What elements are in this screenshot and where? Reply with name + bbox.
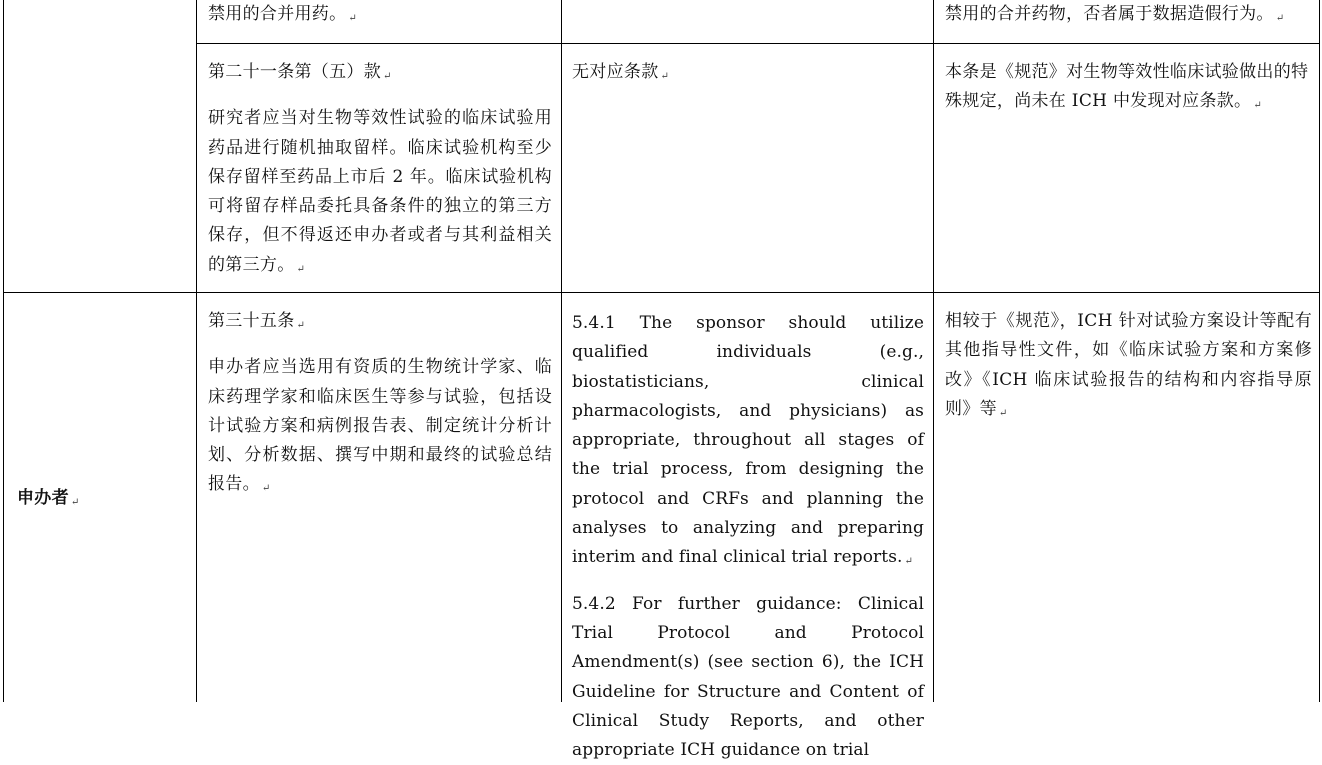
row3-category-cell bbox=[17, 484, 187, 517]
paragraph-mark-icon: ↵ bbox=[998, 407, 1008, 419]
row1-comment-cell bbox=[945, 0, 1320, 33]
table-divider-col1 bbox=[196, 0, 197, 702]
row3-ich-text-2: 5.4.2 For further guidance: Clinical Trial Protocol and Protocol Amendment(s) (see section 6), the ICH Guideline for Structure and Content of Clinical Study Reports, and other appropriate ICH guidance on trial bbox=[572, 593, 924, 761]
row3-comment-text: 相较于《规范》，ICH 针对试验方案设计等配有其他指导性文件，如《临床试验方案和方案修改》《ICH 临床试验报告的结构和内容指导原则》等 bbox=[945, 311, 1312, 419]
row3-ich-text-1: 5.4.1 The sponsor should utilize qualified individuals (e.g., biostatisticians, clinical pharmacologists, and physicians) as appropriate, throughout all stages of the trial process, from designing the protocol and CRFs and planning the analyses to analyzing and preparing interim and final clinical trial reports. bbox=[572, 313, 924, 568]
row2-comment-text: 本条是《规范》对生物等效性临床试验做出的特殊规定，尚未在 ICH 中发现对应条款。 bbox=[945, 62, 1309, 112]
row3-article-title: 第三十五条 bbox=[208, 311, 295, 331]
paragraph-mark-icon: ↵ bbox=[70, 497, 80, 508]
row1-regulation-text: 禁用的合并用药。 bbox=[208, 4, 347, 24]
row3-ich-paragraph-2 bbox=[572, 590, 924, 765]
row3-category-text: 申办者 bbox=[17, 488, 69, 508]
row1-comment-text: 禁用的合并药物，否者属于数据造假行为。 bbox=[945, 4, 1274, 24]
table-border-left bbox=[3, 0, 4, 702]
row-divider-2 bbox=[3, 292, 1320, 293]
paragraph-mark-icon: ↵ bbox=[261, 483, 271, 495]
table-border-right bbox=[1319, 0, 1320, 702]
row3-ich-cell bbox=[572, 309, 924, 765]
row3-article-body-line bbox=[208, 353, 552, 503]
row2-article-title-line bbox=[208, 58, 552, 91]
row2-regulation-cell bbox=[208, 58, 552, 284]
row3-article-title-line bbox=[208, 307, 552, 340]
row1-regulation-cell bbox=[208, 0, 553, 33]
row3-regulation-cell bbox=[208, 307, 552, 504]
paragraph-mark-icon: ↵ bbox=[348, 13, 358, 24]
paragraph-mark-icon: ↵ bbox=[660, 71, 670, 82]
row2-article-title: 第二十一条第（五）款 bbox=[208, 62, 381, 82]
paragraph-mark-icon: ↵ bbox=[1253, 100, 1263, 112]
row3-ich-paragraph-1 bbox=[572, 309, 924, 577]
paragraph-mark-icon: ↵ bbox=[296, 263, 306, 275]
row3-comment-cell bbox=[945, 307, 1312, 428]
row3-article-text: 申办者应当选用有资质的生物统计学家、临床药理学家和临床医生等参与试验，包括设计试验方案和病例报告表、制定统计分析计划、分析数据、撰写中期和最终的试验总结报告。 bbox=[208, 357, 552, 495]
table-divider-col2 bbox=[561, 0, 562, 702]
row2-comment-cell bbox=[945, 58, 1315, 121]
row2-article-body-line bbox=[208, 104, 552, 284]
paragraph-mark-icon: ↵ bbox=[383, 71, 392, 82]
row-divider-1 bbox=[196, 43, 1320, 44]
row2-ich-cell bbox=[572, 58, 924, 91]
paragraph-mark-icon: ↵ bbox=[904, 556, 914, 568]
row2-ich-text: 无对应条款 bbox=[572, 62, 659, 82]
row2-article-text: 研究者应当对生物等效性试验的临床试验用药品进行随机抽取留样。临床试验机构至少保存留样至药品上市后 2 年。临床试验机构可将留存样品委托具备条件的独立的第三方保存，但不得返还申办者或者与其利益相关的第三方。 bbox=[208, 108, 552, 275]
paragraph-mark-icon: ↵ bbox=[1275, 13, 1285, 24]
table-divider-col3 bbox=[933, 0, 934, 702]
paragraph-mark-icon: ↵ bbox=[296, 320, 306, 331]
